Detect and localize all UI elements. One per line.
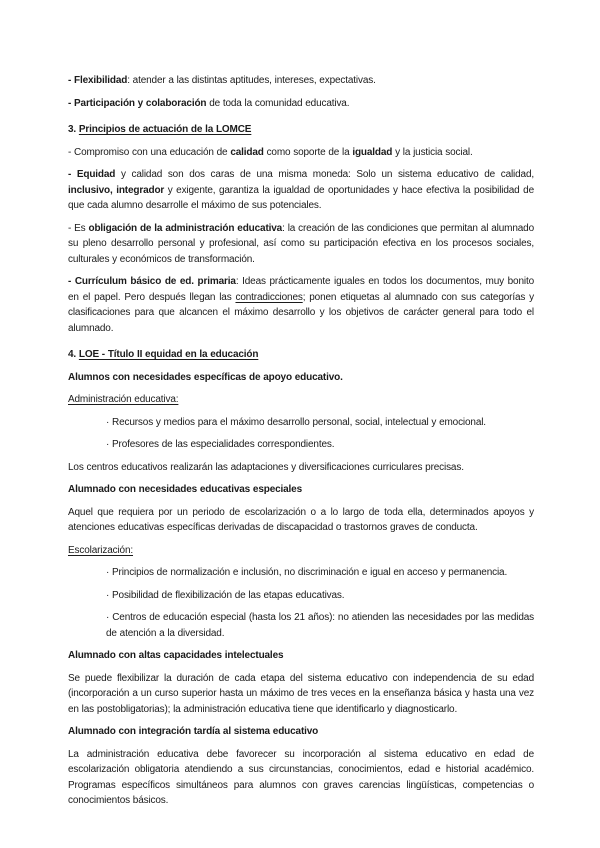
text-run: · Posibilidad de flexibilización de las etapas educativas. — [106, 589, 345, 601]
paragraph — [68, 543, 534, 559]
text-run: calidad — [230, 146, 264, 158]
paragraph — [68, 648, 534, 664]
text-run: Principios de actuación de la LOMCE — [78, 124, 252, 135]
paragraph — [68, 460, 534, 476]
text-run: 3. — [68, 124, 79, 135]
paragraph — [68, 274, 534, 336]
paragraph — [68, 747, 534, 809]
text-run: - Participación y colaboración — [68, 97, 207, 109]
text-run: - Flexibilidad — [68, 75, 128, 86]
bullet-item — [68, 610, 534, 641]
text-run: Escolarización: — [68, 544, 134, 556]
text-run: 4. — [68, 349, 79, 360]
text-run: · Recursos y medios para el máximo desarrollo personal, social, intelectual y emocional. — [106, 416, 486, 428]
paragraph — [68, 73, 534, 89]
text-run: Alumnado con integración tardía al sistema educativo — [68, 726, 319, 737]
text-run: Aquel que requiera por un periodo de escolarización o a lo largo de toda ella, determinados apoyos y atenciones educativas específicas derivadas de discapacidad o trastornos graves de conducta. — [68, 506, 534, 533]
document-body — [68, 73, 534, 809]
text-run: Administración educativa: — [68, 394, 179, 405]
paragraph — [68, 145, 534, 161]
paragraph — [68, 671, 534, 718]
text-run: de toda la comunidad educativa. — [206, 97, 350, 109]
text-run: Los centros educativos realizarán las adaptaciones y diversificaciones curriculares precisas. — [68, 461, 464, 473]
text-run: Alumnos con necesidades específicas de apoyo educativo. — [68, 371, 343, 383]
bullet-item — [68, 415, 534, 431]
text-run: - Es — [68, 222, 89, 234]
paragraph — [68, 392, 534, 408]
paragraph — [68, 221, 534, 268]
text-run: - Equidad — [68, 169, 116, 180]
text-run: obligación de la administración educativa — [88, 222, 283, 234]
bullet-item — [68, 588, 534, 604]
text-run: Se puede flexibilizar la duración de cada etapa del sistema educativo con independencia de su edad (incorporación a un curso superior hasta un máximo de tres veces en la enseñanza básica y hasta una vez en las postobligatorias); la administración educativa tiene que identificarlo y diagnosticarlo. — [68, 672, 534, 715]
text-run: y calidad son dos caras de una misma moneda: Solo un sistema educativo de calidad, — [115, 169, 534, 180]
text-run: : Ideas prácticamente iguales en todos los documentos, muy bonito en el papel. Pero después llegan las — [68, 276, 534, 303]
text-run: y la justicia social. — [392, 146, 473, 158]
section-heading — [68, 122, 534, 138]
paragraph — [68, 96, 534, 112]
text-run: - Compromiso con una educación de — [68, 146, 231, 158]
paragraph — [68, 167, 534, 214]
paragraph — [68, 505, 534, 536]
text-run: · Principios de normalización e inclusión, no discriminación e igual en acceso y permanencia. — [106, 567, 508, 578]
text-run: La administración educativa debe favorecer su incorporación al sistema educativo en edad de escolarización obligatoria atendiendo a sus circunstancias, conocimientos, edad e historial académico. Programas específicos simultáneos para alumnos con graves carencias lingüísticas, competencias o conocimientos básicos. — [68, 748, 534, 806]
section-heading — [68, 347, 534, 363]
text-run: : atender a las distintas aptitudes, intereses, expectativas. — [127, 75, 376, 86]
text-run: Alumnado con altas capacidades intelectuales — [68, 650, 284, 661]
text-run: LOE - Título II equidad en la educación — [78, 349, 259, 360]
bullet-item — [68, 565, 534, 581]
bullet-item — [68, 437, 534, 453]
text-run: - Currículum básico de ed. primaria — [68, 276, 236, 287]
text-run: Alumnado con necesidades educativas especiales — [68, 484, 303, 495]
paragraph — [68, 724, 534, 740]
text-run: · Centros de educación especial (hasta los 21 años): no atienden las necesidades por las medidas de atención a la diversidad. — [106, 612, 534, 639]
text-run: inclusivo, integrador — [68, 184, 165, 196]
text-run: como soporte de la — [263, 146, 353, 158]
paragraph — [68, 482, 534, 498]
text-run: y exigente, garantiza la igualdad de oportunidades y hace efectiva la posibilidad de que cada alumno desarrolle el máximo de sus potenciales. — [68, 184, 534, 211]
text-run: · Profesores de las especialidades correspondientes. — [106, 439, 335, 450]
text-run: ; ponen etiquetas al alumnado con sus categorías y clasificaciones para que alcancen el máximo desarrollo y los objetivos de carácter general para todo el alumnado. — [68, 291, 534, 334]
text-run: contradicciones — [235, 291, 303, 303]
text-run: igualdad — [352, 146, 393, 158]
text-run: : la creación de las condiciones que permitan al alumnado su pleno desarrollo personal y profesional, así como su participación efectiva en los procesos sociales, culturales y económicos de transformación. — [68, 222, 534, 265]
paragraph — [68, 370, 534, 386]
